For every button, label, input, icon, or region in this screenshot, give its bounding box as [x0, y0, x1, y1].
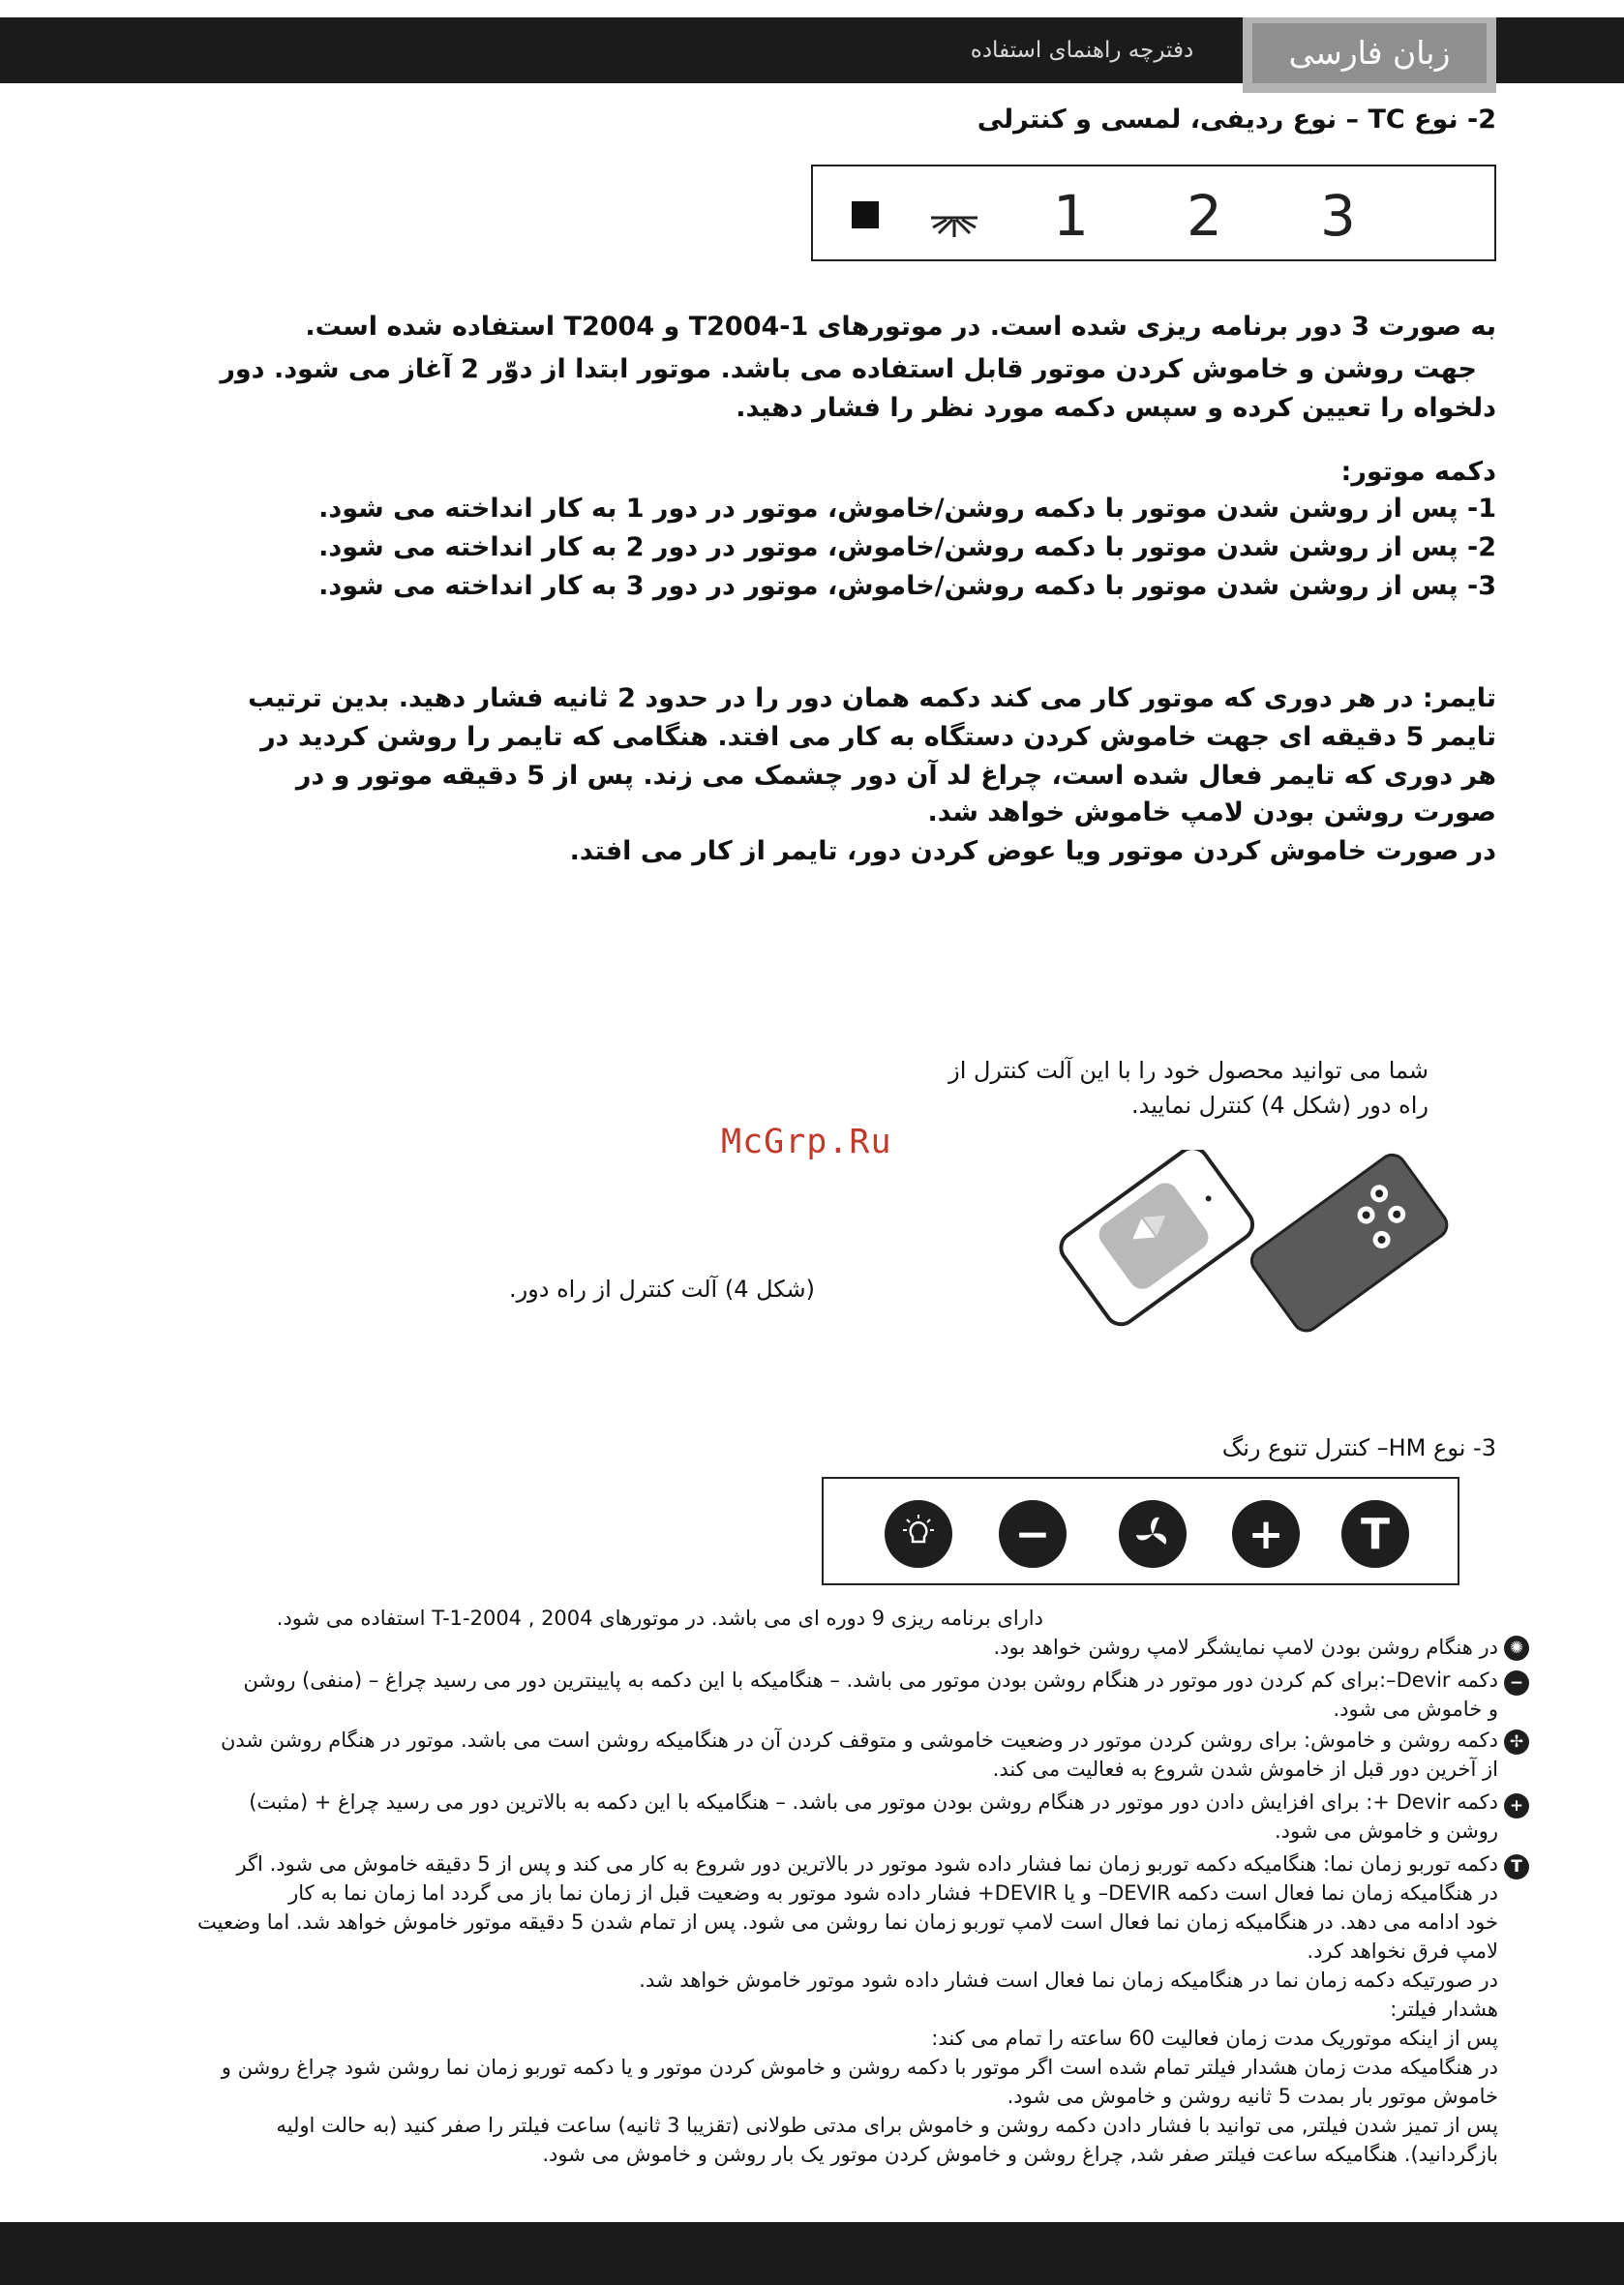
remote-text-line: راه دور (شکل 4) کنترل نمایید. [1130, 1092, 1429, 1119]
manual-title: دفترچه راهنمای استفاده [970, 38, 1194, 63]
remote-text-line: شما می توانید محصول خود را با این آلت کنترل از [948, 1057, 1429, 1084]
hm-turbo-text: در هنگامیکه زمان نما فعال است دکمه DEVIR– و یا DEVIR+ فشار داده شود موتور به وضعیت قبل از زمان نما باز می گردد اما زمان نما به کار [288, 1881, 1498, 1905]
footer-bar [0, 2222, 1624, 2285]
lamp-bullet-icon: ✺ [1504, 1636, 1529, 1661]
tc-intro-line: جهت روشن و خاموش کردن موتور قابل استفاده می باشد. موتور ابتدا از دوّر 2 آغاز می شود. دور [220, 354, 1477, 384]
remote-caption: (شکل 4) آلت کنترل از راه دور. [508, 1276, 815, 1303]
speed-3-label: 3 [1320, 183, 1356, 249]
language-tab: زبان فارسی [1252, 23, 1487, 83]
hm-lamp-text: در هنگام روشن بودن لامپ نمایشگر لامپ روشن خواهد بود. [993, 1636, 1498, 1659]
plus-button-icon: + [1232, 1500, 1300, 1568]
hm-turbo-text: لامپ فرق نخواهد کرد. [1307, 1939, 1498, 1963]
filter-text: خاموش موتور بار بمدت 5 ثانیه روشن و خاموش می شود. [1007, 2085, 1498, 2108]
hm-turbo-text: دکمه توربو زمان نما: هنگامیکه دکمه توربو زمان نما فشار داده شود موتور در بالاترین دور شروع به کار می کند و پس از 5 دقیقه خاموش می شود. اگر [236, 1852, 1498, 1876]
timer-label: تایمر: [1422, 683, 1496, 713]
minus-bullet-icon: − [1504, 1670, 1529, 1696]
speed-1-label: 1 [1053, 183, 1089, 249]
hm-plus-text: روشن و خاموش می شود. [1274, 1819, 1498, 1843]
watermark: McGrp.Ru [721, 1123, 892, 1161]
tc-heading: 2- نوع TC – نوع ردیفی، لمسی و کنترلی [977, 105, 1496, 135]
motor-item: 2- پس از روشن شدن موتور با دکمه روشن/خاموش، موتور در دور 2 به کار انداخته می شود. [318, 532, 1496, 562]
motor-item: 1- پس از روشن شدن موتور با دکمه روشن/خاموش، موتور در دور 1 به کار انداخته می شود. [318, 494, 1496, 524]
lamp-icon [927, 195, 981, 252]
tc-intro-line: دلخواه را تعیین کرده و سپس دکمه مورد نظر را فشار دهید. [736, 393, 1496, 423]
hm-minus-text: و خاموش می شود. [1333, 1698, 1498, 1721]
timer-line: هر دوری که تایمر فعال شده است، چراغ لد آن دور چشمک می زند. پس از 5 دقیقه موتور و در [295, 761, 1496, 791]
hm-turbo-text: در صورتیکه دکمه زمان نما در هنگامیکه زمان نما فعال است فشار داده شود موتور خاموش خواهد شد. [639, 1969, 1498, 1992]
hm-power-text: از آخرین دور قبل از خاموش شدن شروع به فعالیت می کند. [992, 1758, 1498, 1781]
hm-heading: 3- نوع HM– کنترل تنوع رنگ [1221, 1434, 1496, 1461]
filter-text: پس از تمیز شدن فیلتر, می توانید با فشار دادن دکمه روشن و خاموش برای مدتی طولانی (تقزیبا 3 ثانیه) ساعت فیلتر را صفر کنید (به حالت اولیه [276, 2114, 1498, 2137]
lamp-button-icon [885, 1500, 952, 1568]
timer-line [248, 683, 1496, 713]
hm-turbo-text: خود ادامه می دهد. در هنگامیکه زمان نما فعال است لامپ توربو زمان نما روشن می شود. پس از تمام شدن 5 دقیقه موتور خاموش خواهد شد. اما وضعیت [196, 1910, 1498, 1934]
power-square-icon [852, 201, 879, 228]
filter-text: بازگردانید). هنگامیکه ساعت فیلتر صفر شد, چراغ روشن و خاموش کردن موتور یک بار روشن و خاموش می شود. [542, 2143, 1498, 2166]
hm-intro: دارای برنامه ریزی 9 دوره ای می باشد. در موتورهای T-1-2004 , 2004 استفاده می شود. [276, 1607, 1043, 1630]
filter-text: پس از اینکه موتوریک مدت زمان فعالیت 60 ساعته را تمام می کند: [931, 2027, 1498, 2050]
motor-item: 3- پس از روشن شدن موتور با دکمه روشن/خاموش، موتور در دور 3 به کار انداخته می شود. [318, 571, 1496, 601]
plus-bullet-icon: + [1504, 1793, 1529, 1819]
filter-text: در هنگامیکه مدت زمان هشدار فیلتر تمام شده است اگر موتور با دکمه روشن و خاموش کردن موتور و یا دکمه توربو زمان نما روشن شود چراغ روشن و [221, 2056, 1498, 2079]
motor-button-heading: دکمه موتور: [1340, 457, 1496, 487]
remote-control-figure [1047, 1150, 1454, 1353]
timer-bullet-icon: T [1504, 1854, 1529, 1879]
tc-control-panel [811, 165, 1496, 261]
fan-bullet-icon: ✢ [1504, 1729, 1529, 1755]
minus-button-icon: − [999, 1500, 1067, 1568]
filter-heading: هشدار فیلتر: [1390, 1998, 1498, 2021]
tc-intro-line: به صورت 3 دور برنامه ریزی شده است. در موتورهای T2004-1 و T2004 استفاده شده است. [305, 312, 1496, 342]
timer-line: در صورت خاموش کردن موتور ویا عوض کردن دور، تایمر از کار می افتد. [569, 836, 1496, 866]
timer-line: صورت روشن بودن لامپ خاموش خواهد شد. [927, 797, 1496, 827]
timer-t-button-icon: T [1341, 1500, 1409, 1568]
timer-text: در هر دوری که موتور کار می کند دکمه همان دور را در حدود 2 ثانیه فشار دهید. بدین ترتیب [248, 683, 1423, 713]
hm-plus-text: دکمه Devir +: برای افزایش دادن دور موتور در هنگام روشن بودن موتور می باشد. – هنگامیکه با این دکمه به بالاترین دور می رسید چراغ + (مثبت) [249, 1790, 1498, 1814]
timer-line: تایمر 5 دقیقه ای جهت خاموش کردن دستگاه به کار می افتد. هنگامی که تایمر را روشن کردید در [260, 722, 1496, 752]
speed-2-label: 2 [1187, 183, 1222, 249]
fan-button-icon [1119, 1500, 1187, 1568]
hm-minus-text: دکمه Devir–:برای کم کردن دور موتور در هنگام روشن بودن موتور می باشد. – هنگامیکه با این دکمه به پایینترین دور می رسید چراغ – (منفی) روشن [243, 1669, 1498, 1692]
hm-power-text: دکمه روشن و خاموش: برای روشن کردن موتور در وضعیت خاموشی و متوقف کردن آن در هنگامیکه روشن است می باشد. موتور در هنگام روشن شدن [220, 1729, 1498, 1752]
